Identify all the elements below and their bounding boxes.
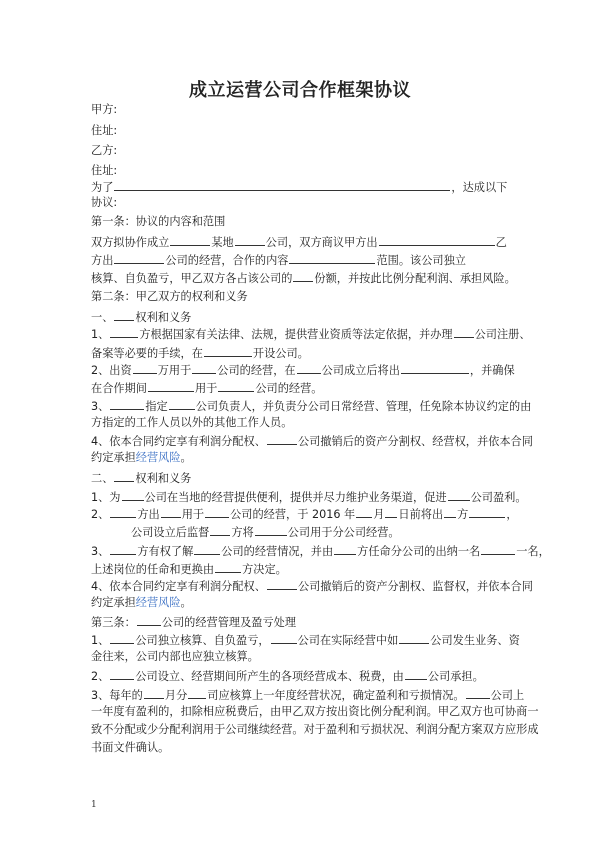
blank-field [170, 234, 210, 246]
party-a-label: 甲方: [91, 103, 118, 116]
address-b-label: 住址: [91, 164, 118, 177]
item-line: 4、依本合同约定享有利润分配权、 公司撤销后的资产分割权、监督权，并依本合同 [91, 580, 533, 593]
blank-field [205, 506, 229, 518]
address-a-label: 住址: [91, 124, 118, 137]
paragraph-line: 核算、自负盈亏，甲乙双方各占该公司的 份额，并按此比例分配利润、承担风险。 [91, 272, 516, 285]
blank-field [454, 326, 474, 338]
blank-field [110, 632, 134, 644]
item-line: 4、依本合同约定享有利润分配权、 公司撤销后的资产分割权、经营权，并依本合同 [91, 435, 533, 448]
blank-field [114, 179, 450, 191]
blank-field [114, 252, 164, 264]
blank-field [235, 234, 265, 246]
item-line: 2、 方出 用于 公司的经营，于 2016 年 月 日前将出 方 ， [91, 508, 518, 521]
blank-field [110, 543, 136, 555]
blank-field [204, 345, 252, 357]
blank-field [444, 506, 456, 518]
blank-field [188, 687, 206, 699]
blank-field [215, 561, 241, 573]
blank-field [114, 309, 134, 321]
blank-field [297, 362, 321, 374]
article-1-title: 第一条：协议的内容和范围 [91, 215, 226, 228]
address-b-line [91, 164, 117, 178]
blank-field [334, 543, 356, 555]
document-title: 成立运营公司合作框架协议 [189, 80, 411, 101]
item-line: 3、 指定 公司负责人，并负责分公司日常经营、管理，任免除本协议约定的由 [91, 400, 532, 413]
agreement-line: 协议: [91, 196, 118, 209]
article-3-title: 第三条： 公司的经营管理及盈亏处理 [91, 616, 297, 629]
blank-field [192, 362, 216, 374]
item-line: 备案等必要的手续，在 开设公司。 [91, 347, 309, 360]
blank-field [267, 578, 297, 590]
blank-field [210, 524, 230, 536]
item-line: 3、 方有权了解 公司的经营情况，并由 方任命分公司的出纳一名 一名， [91, 545, 550, 558]
blank-field [399, 632, 429, 644]
blank-field [466, 687, 490, 699]
blank-field [469, 506, 505, 518]
blank-field [144, 687, 164, 699]
party-b-label: 乙方: [91, 144, 118, 157]
item-line: 公司设立后监督 方将 公司用于分公司经营。 [131, 526, 400, 539]
blank-field [401, 362, 469, 374]
blank-field [194, 543, 220, 555]
blank-field [379, 234, 495, 246]
section-heading: 一、 权利和义务 [91, 311, 192, 324]
blank-field [114, 470, 134, 482]
blank-field [481, 543, 515, 555]
address-a-line [91, 124, 117, 138]
party-a-line [91, 103, 117, 117]
item-line: 一年度有盈利的，扣除相应税费后，由甲乙双方按出资比例分配利润。甲乙双方也可协商一 [91, 705, 539, 718]
purpose-line: 为了 ，达成以下 [91, 181, 508, 194]
item-line: 致不分配或少分配利润用于公司继续经营。对于盈利和亏损状况、利润分配方案双方应形成 [91, 723, 539, 736]
blank-field [110, 668, 134, 680]
item-line: 在合作期间 用于 公司的经营。 [91, 382, 323, 395]
item-line: 约定承担经营风险。 [91, 451, 192, 464]
item-line: 2、 公司设立、经营期间所产生的各项经营成本、税费，由 公司承担。 [91, 670, 484, 683]
blank-field [289, 252, 375, 264]
blank-field [255, 524, 287, 536]
blank-field [218, 380, 254, 392]
blank-field [122, 489, 144, 501]
blank-field [161, 506, 181, 518]
page-number: 1 [91, 800, 97, 810]
business-risk-link[interactable]: 经营风险 [135, 596, 181, 609]
blank-field [148, 380, 194, 392]
item-line: 2、出资 万用于 公司的经营，在 公司成立后将出 ，并确保 [91, 364, 515, 377]
blank-field [271, 632, 297, 644]
paragraph-line: 方出 公司的经营，合作的内容 范围。该公司独立 [91, 254, 466, 267]
business-risk-link[interactable]: 经营风险 [135, 451, 181, 464]
item-line: 方指定的工作人员以外的其他工作人员。 [91, 416, 293, 429]
blank-field [110, 326, 138, 338]
blank-field [133, 362, 157, 374]
item-line: 1、为 公司在当地的经营提供便利，提供并尽力维护业务渠道，促进 公司盈利。 [91, 491, 527, 504]
blank-field [110, 398, 144, 410]
party-b-line [91, 144, 117, 158]
blank-field [405, 668, 427, 680]
blank-field [137, 614, 161, 626]
item-line: 1、 公司独立核算、自负盈亏， 公司在实际经营中如 公司发生业务、资 [91, 634, 520, 647]
item-line: 书面文件确认。 [91, 741, 170, 754]
item-line: 金往来，公司内部也应独立核算。 [91, 650, 259, 663]
section-heading: 二、 权利和义务 [91, 472, 192, 485]
blank-field [267, 433, 297, 445]
item-line: 3、每年的 月分 司应核算上一年度经营状况，确定盈利和亏损情况。 公司上 [91, 689, 525, 702]
paragraph-line: 双方拟协作成立 某地 公司，双方商议甲方出 乙 [91, 236, 507, 249]
blank-field [356, 506, 372, 518]
article-2-title: 第二条：甲乙双方的权利和义务 [91, 290, 248, 303]
blank-field [169, 398, 195, 410]
blank-field [385, 506, 397, 518]
blank-field [293, 270, 313, 282]
item-line: 上述岗位的任命和更换由 方决定。 [91, 563, 287, 576]
item-line: 约定承担经营风险。 [91, 596, 192, 609]
blank-field [448, 489, 470, 501]
item-line: 1、 方根据国家有关法律、法规，提供营业资质等法定依据，并办理 公司注册、 [91, 328, 531, 341]
blank-field [110, 506, 136, 518]
